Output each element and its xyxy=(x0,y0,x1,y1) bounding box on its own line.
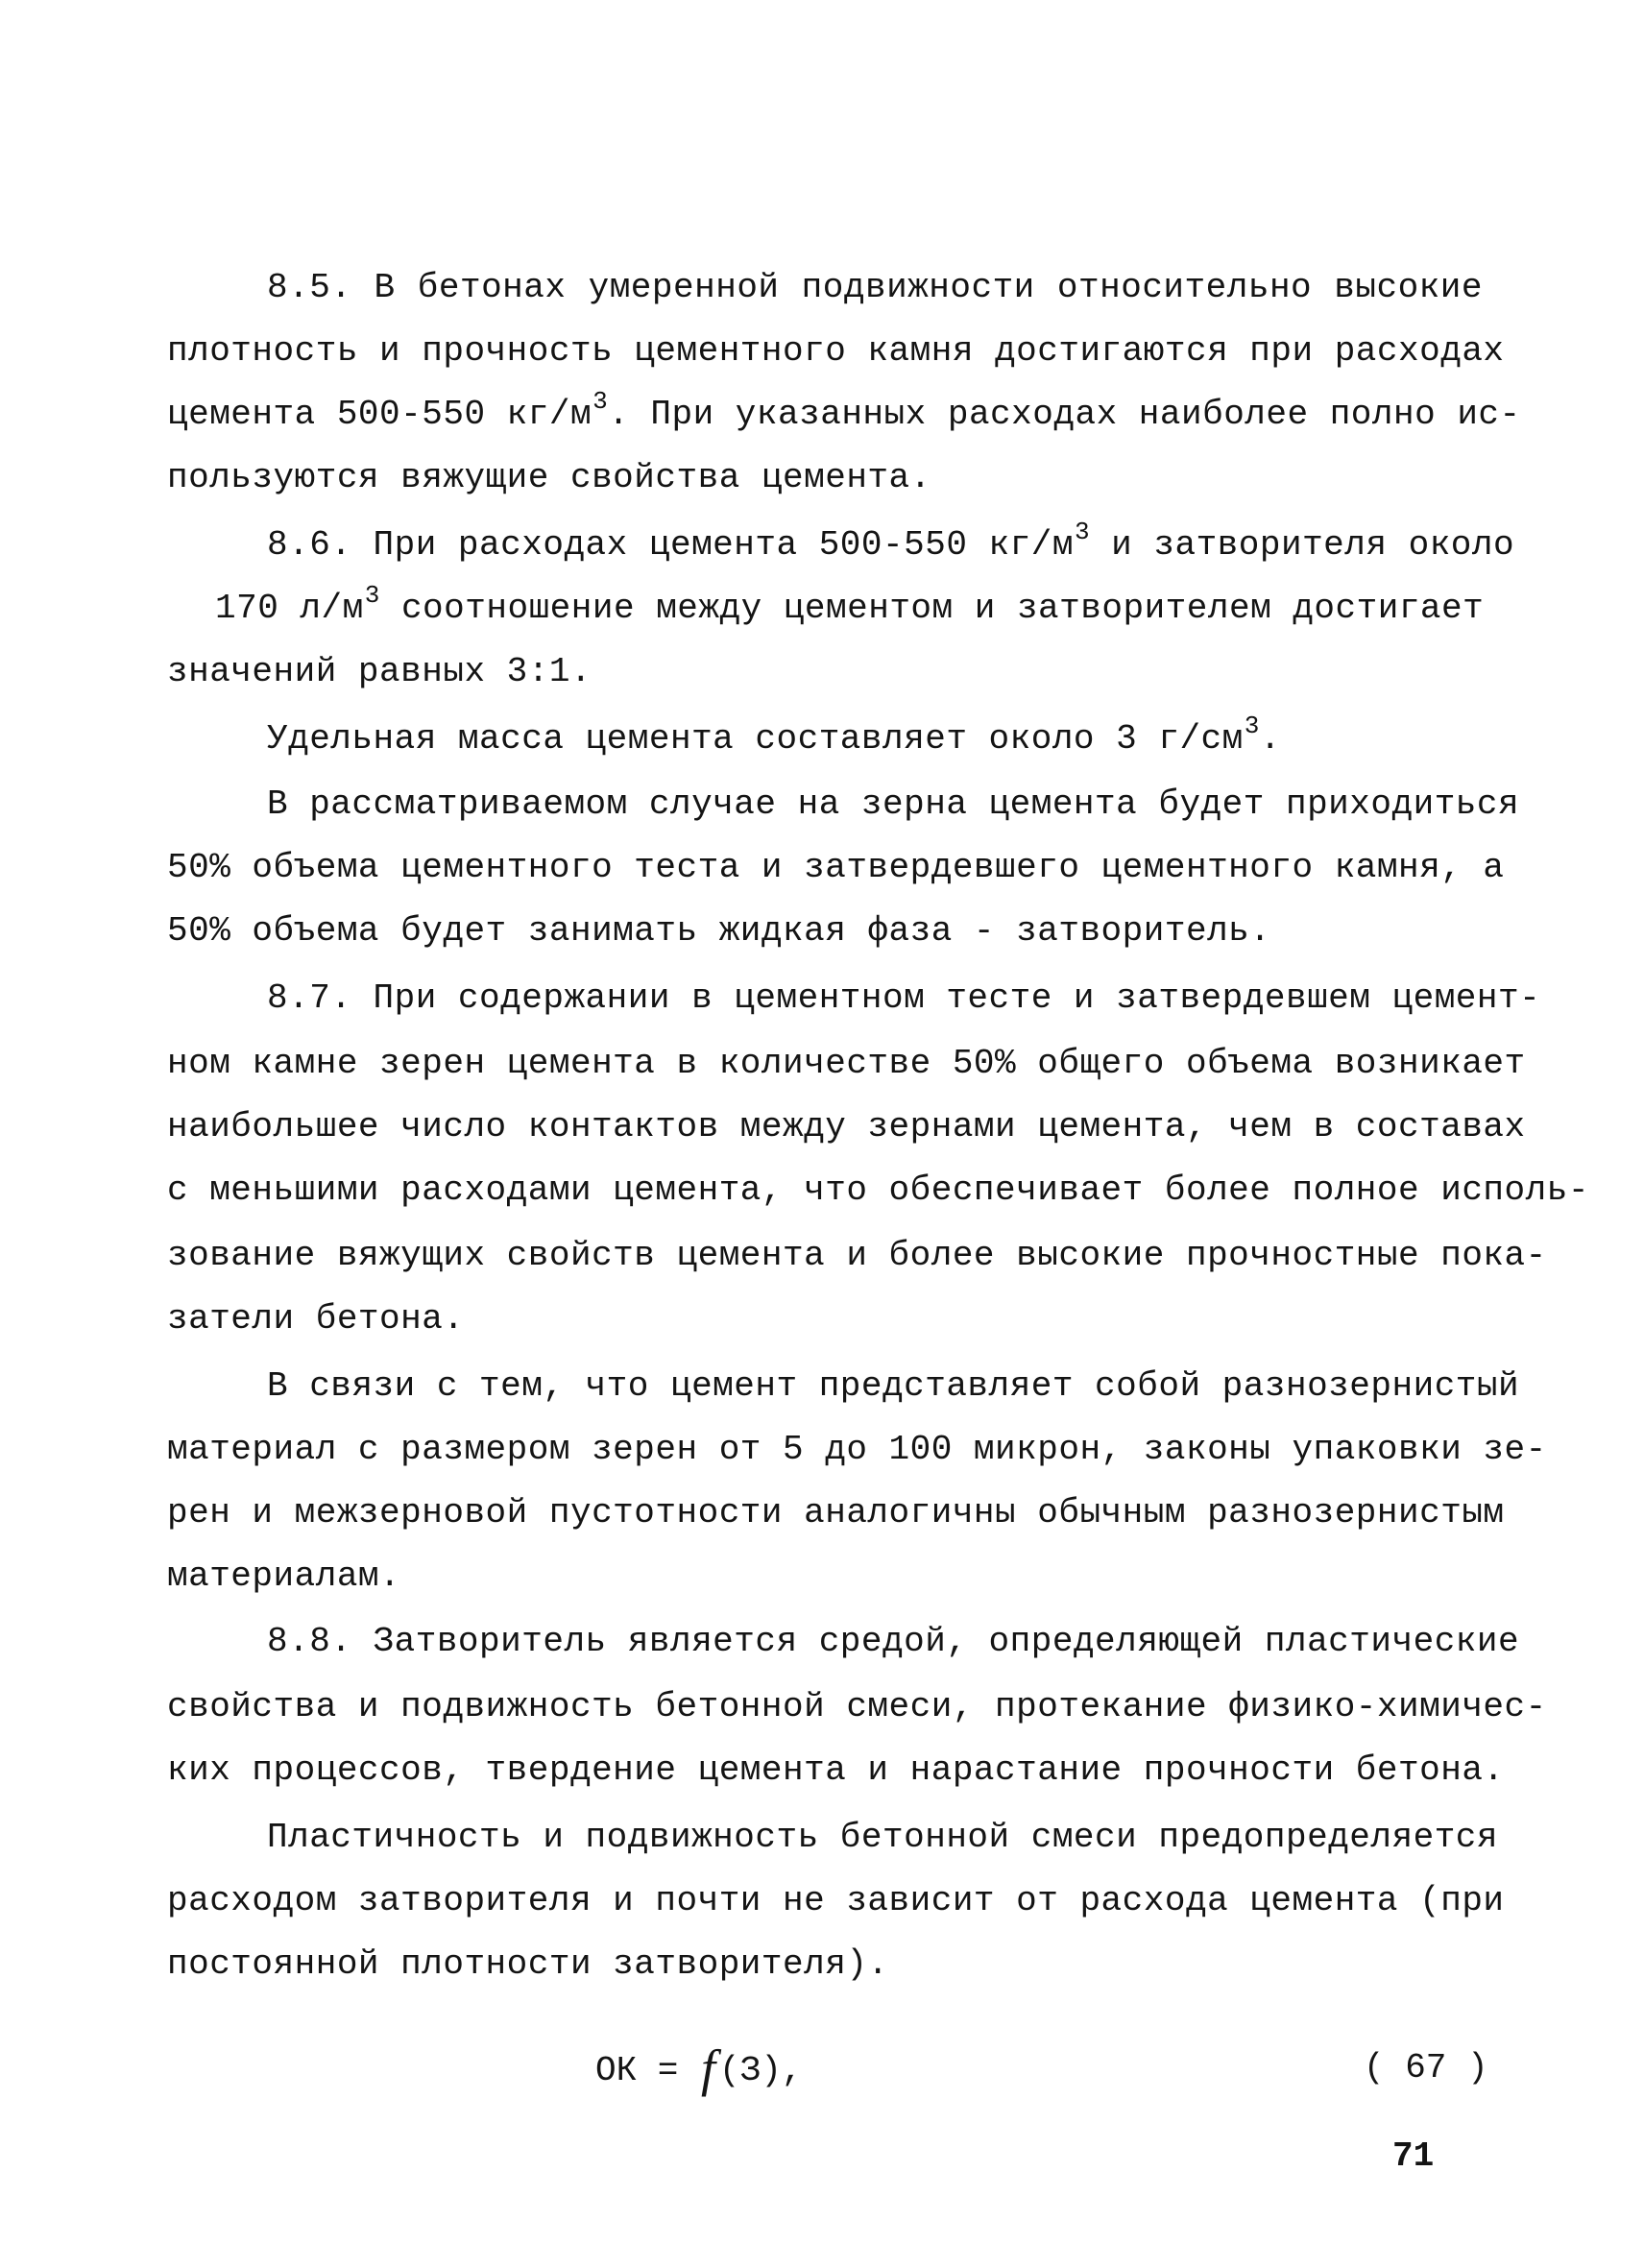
p87-line-5: зование вяжущих свойств цемента и более высокие прочностные пока- xyxy=(167,1236,1547,1275)
p87-line-1: 8.7. При содержании в цементном тесте и затвердевшем цемент- xyxy=(267,978,1541,1018)
grain-line-1: В связи с тем, что цемент представляет собой разнозернистый xyxy=(267,1366,1520,1406)
p85-line-3 xyxy=(167,387,1521,436)
p86-line-1-start: 8.6. При расходах цемента 500-550 кг/м xyxy=(267,525,1074,565)
volume-line-3: 50% объема будет занимать жидкая фаза - затворитель. xyxy=(167,911,1271,951)
p85-line-3-start: цемента 500-550 кг/м xyxy=(167,395,592,434)
page-number: 71 xyxy=(1392,2136,1435,2176)
specific-mass-line xyxy=(267,712,1483,760)
plasticity-line-3: постоянной плотности затворителя). xyxy=(167,1944,889,1984)
p86-line-3: значений равных 3:1. xyxy=(167,652,592,691)
p86-line-2-start: 170 л/м xyxy=(215,589,364,628)
p87-line-6: затели бетона. xyxy=(167,1299,465,1339)
p87-line-3: наибольшее число контактов между зернами цемента, чем в составах xyxy=(167,1107,1526,1146)
p85-line-3-end: . При указанных расходах наиболее полно ис- xyxy=(608,395,1521,434)
cubic-superscript: 3 xyxy=(592,387,609,416)
formula-function-symbol: f xyxy=(701,2039,716,2097)
grain-line-4: материалам. xyxy=(167,1556,401,1596)
p87-line-2: ном камне зерен цемента в количестве 50% общего объема возникает xyxy=(167,1044,1526,1083)
p86-line-2 xyxy=(215,581,1485,630)
formula-lhs: ОК = xyxy=(595,2051,679,2090)
cubic-superscript: 3 xyxy=(364,581,380,610)
p88-line-1: 8.8. Затворитель является средой, определяющей пластические xyxy=(267,1622,1520,1661)
p88-line-2: свойства и подвижность бетонной смеси, протекание физико-химичес- xyxy=(167,1687,1547,1726)
formula-67 xyxy=(595,2039,803,2097)
p85-line-1: 8.5. В бетонах умеренной подвижности относительно высокие xyxy=(267,268,1483,307)
p86-line-1 xyxy=(267,518,1515,567)
cubic-superscript: 3 xyxy=(1074,518,1091,546)
plasticity-line-1: Пластичность и подвижность бетонной смеси предопределяется xyxy=(267,1818,1499,1857)
p86-line-1-end: и затворителя около xyxy=(1090,525,1515,565)
volume-line-2: 50% объема цементного теста и затвердевшего цементного камня, а xyxy=(167,848,1505,887)
p87-line-4: с меньшими расходами цемента, что обеспечивает более полное исполь- xyxy=(167,1170,1589,1210)
p85-line-2: плотность и прочность цементного камня достигаются при расходах xyxy=(167,331,1505,371)
p88-line-3: ких процессов, твердение цемента и нарастание прочности бетона. xyxy=(167,1750,1505,1790)
cubic-superscript: 3 xyxy=(1244,712,1260,740)
p86-line-2-end: соотношение между цементом и затворителем достигает xyxy=(379,589,1485,628)
plasticity-line-2: расходом затворителя и почти не зависит от расхода цемента (при xyxy=(167,1881,1505,1920)
specific-mass-start: Удельная масса цемента составляет около 3 г/см xyxy=(267,719,1244,759)
p85-line-4: пользуются вяжущие свойства цемента. xyxy=(167,458,931,497)
specific-mass-end: . xyxy=(1259,719,1281,759)
grain-line-2: материал с размером зерен от 5 до 100 микрон, законы упаковки зе- xyxy=(167,1430,1547,1469)
formula-argument: (З), xyxy=(719,2051,803,2090)
equation-number: ( 67 ) xyxy=(1364,2048,1488,2087)
grain-line-3: рен и межзерновой пустотности аналогичны обычным разнозернистым xyxy=(167,1493,1505,1532)
volume-line-1: В рассматриваемом случае на зерна цемента будет приходиться xyxy=(267,784,1520,824)
